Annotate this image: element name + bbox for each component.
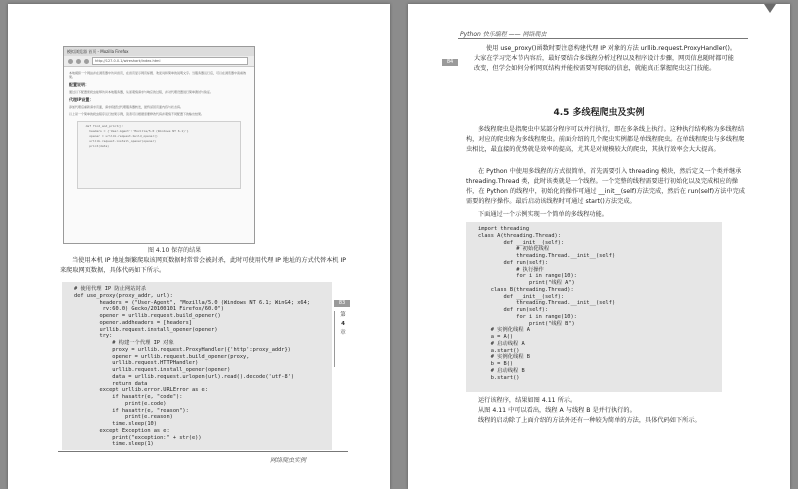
browser-screenshot-figure [63,46,255,244]
screenshot-code-box: def find_and_print(): headers = {'User-Agent':'Mozilla/5.0 (Windows NT 6.1)'} opener = urllib.request.build_opener() urllib.request.install_opener(opener) print(data) [77,121,241,189]
left-page [8,4,390,489]
chapter-tab-char: 章 [340,330,346,336]
body-paragraph: 当使用本机 IP 地址频繁爬取该网页数据时常常会被封杀，此时可使用代理 IP 地址的方式代替本机 IP 来爬取网页数据，具体代码如下所示。 [60,257,346,274]
page-number: 83 [334,300,350,307]
url-bar: http://127.0.0.1/wireshark/index.html [92,57,248,65]
chapter-tab-char: 4 [341,321,345,327]
body-paragraph: 运行该程序，结果如图 4.11 所示。 [478,397,577,404]
running-footer: 网络爬虫实例 [270,457,307,464]
code-block: # 使用代理 IP 防止网站封杀 def use_proxy(proxy_addr, url): headers = ("User-Agent", "Mozilla/5.0 (Windows NT 6.1; WinG4; x64; rv:60.0) Gecko/20100101 Firefox/60.0") opener = urllib.request.build_opener() opener.addheaders = [headers] urllib.request.install_opener(opener) try: # 构建一个代理 IP 对象 proxy = urllib.request.ProxyHandler({'http':proxy_addr}) opener = urllib.request.build_opener(proxy, urllib.request.HTTPHandler) urllib.request.install_opener(opener) data = urllib.request.urlopen(url).read().decode('utf-8') return data except urllib.error.URLError as e: if hasattr(e, "code"): print(e.code) if hasattr(e, "reason"): print(e.reason) time.sleep(10) except Exception as e: print("exception:" + str(e)) time.sleep(1) [62,282,332,450]
window-title: 模拟浏览器 首页 - Mozilla Firefox [64,47,254,56]
screenshot-heading: 代理IP设置： [69,97,94,102]
header-rule [458,38,748,39]
screenshot-paragraph: 本地模拟一个网站并在浏览器中访问首页，在首页显示网页标题、欢迎词和简单的说明文字。当服务器运行后，可以在浏览器中查看效果。 [69,71,247,79]
body-paragraph: 在 Python 中使用多线程的方式很简单，首先需要引入 threading 模块，然后定义一个类并继承 threading.Thread 类，此时该类就是一个线程。一个完整的线程需要进行初始化以及完成相应的操作，在 Python 的线程中，初始化的操作可通过 __init__(self)方法完成，然后在 run(self)方法中完成需要的程序操作。最后启动该线程时可通过 start()方法完成。 [466,168,745,205]
right-page [408,4,790,489]
screenshot-heading: 配置说明： [69,82,89,87]
code-block: import threading class A(threading.Thread): def __init__(self): # 初始化线程 threading.Thread.__init__(self) def run(self): # 执行操作 for i in range(10): print("线程 A") class B(threading.Thread): def __init__(self): threading.Thread.__init__(self) def run(self): for i in range(10): print("线程 B") # 实例化线程 A a = A() # 启动线程 A a.start() # 实例化线程 B b = B() # 启动线程 B b.start() [466,222,722,392]
figure-caption: 图 4.10 保存的结果 [148,247,202,254]
body-paragraph: 线程的启动除了上面介绍的方法外还有一种较为简单的方法，具体代码如下所示。 [478,417,701,424]
page-number: 84 [442,59,458,66]
reload-icon [84,59,89,64]
screenshot-paragraph: 通过以下配置使爬虫能够访问本地服务器，从而观察请求与响应的过程，并对代理设置进行简单测试与验证。 [69,90,214,94]
running-header: Python 快乐编程 —— 网络爬虫 [460,31,547,38]
corner-marker-icon [764,4,776,13]
forward-icon [76,59,81,64]
body-paragraph: 从图 4.11 中可以看出，线程 A 与线程 B 是并行执行的。 [478,407,636,414]
body-paragraph: 使用 use_proxy()函数时要注意构建代理 IP 对象的方法 urllib.request.ProxyHandler()。大家在学习完本节内容后，最好要结合多线程分析过程以及程序设计步骤，网页信息随时都可能改变，但学会如何分析网页结构并能按需要写爬取的信息，就能真正掌握爬虫这门技能。 [474,45,737,72]
body-paragraph: 多线程爬虫是指爬虫中某部分程序可以并行执行，即在多条线上执行。这种执行结构称为多线程结构，对应的爬虫称为多线程爬虫。前面介绍的几个爬虫实例都是单线程爬虫。在单线程爬虫与多线程爬虫相比，最直接的优势就是效率的提高，尤其是对规模较大的爬虫，其执行效率会大大提高。 [466,126,745,153]
browser-toolbar [64,56,254,67]
section-title: 4.5 多线程爬虫及实例 [553,108,645,118]
footer-rule [58,451,348,452]
screenshot-paragraph: 以上是一个简单的爬虫程序运行结果示例，读者可以根据需要修改代码并观察不同配置下的输出结果。 [69,112,205,116]
back-icon [68,59,73,64]
body-paragraph: 下面通过一个示例实现一个简单的多线程功能。 [478,211,608,218]
screenshot-paragraph: 添加代理后重新请求页面，请求将经过代理服务器转发，最终返回页面内容与状态码。 [69,105,184,109]
browser-content [64,67,254,198]
chapter-tab [334,311,351,367]
chapter-tab-char: 第 [340,312,346,318]
